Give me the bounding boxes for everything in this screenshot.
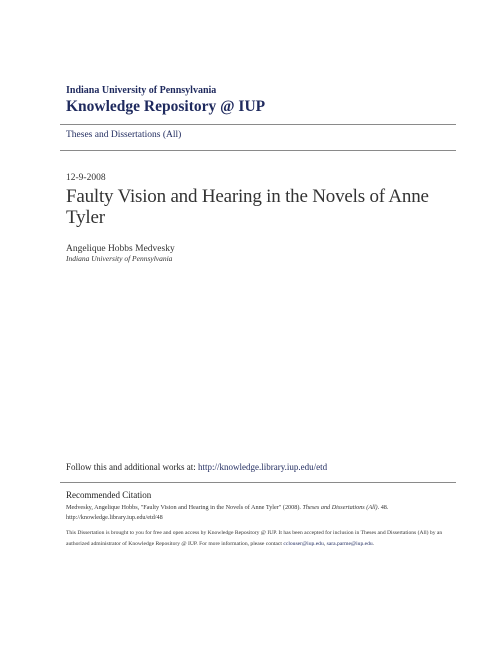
collection-divider	[60, 150, 456, 151]
author-name: Angelique Hobbs Medvesky	[66, 244, 175, 254]
document-title: Faulty Vision and Hearing in the Novels of Anne Tyler	[66, 186, 429, 228]
contact-email-link-2[interactable]: sara.parme@iup.edu	[326, 541, 373, 547]
header-divider	[60, 124, 456, 125]
citation-text	[66, 503, 451, 523]
recommended-citation-heading: Recommended Citation	[66, 490, 152, 500]
notice-separator: ,	[323, 541, 327, 547]
citation-main: Medvesky, Angelique Hobbs, "Faulty Vision and Hearing in the Novels of Anne Tyler" (2008).	[66, 504, 303, 511]
follow-line	[66, 461, 456, 473]
organization-name: Indiana University of Pennsylvania	[66, 85, 217, 96]
publication-date: 12-9-2008	[66, 173, 106, 183]
author-affiliation: Indiana University of Pennsylvania	[66, 254, 173, 263]
contact-email-link-1[interactable]: cclouser@iup.edu	[283, 541, 324, 547]
citation-series: Theses and Dissertations (All)	[302, 504, 378, 511]
notice-text: This Dissertation is brought to you for free and open access by Knowledge Repository @ IUP. It has been accepted for inclusion in Theses and Dissertations (All) by an authorized administrator of Knowledge Repository @ IUP. For more information, please contact	[66, 530, 443, 547]
citation-divider	[60, 482, 456, 483]
notice-end: .	[372, 541, 375, 547]
follow-prefix: Follow this and additional works at:	[66, 462, 198, 472]
citation-number: . 48.	[377, 504, 389, 511]
collection-link[interactable]: Theses and Dissertations (All)	[66, 130, 182, 140]
citation-url-link[interactable]: http://knowledge.library.iup.edu/etd/48	[66, 514, 163, 521]
access-notice	[66, 528, 451, 550]
repository-name: Knowledge Repository @ IUP	[66, 98, 266, 115]
etd-collection-link[interactable]: http://knowledge.library.iup.edu/etd	[198, 462, 328, 472]
